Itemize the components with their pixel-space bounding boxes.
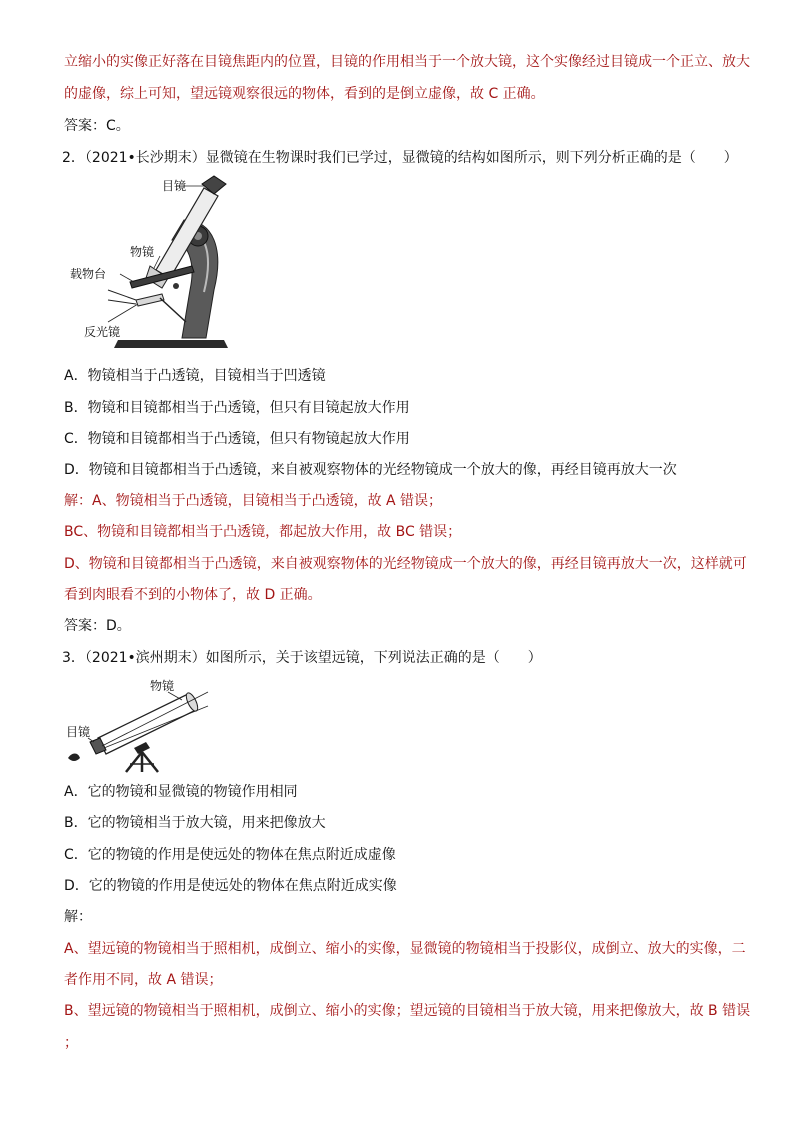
q3-solution-line-4: ；: [64, 1035, 78, 1051]
q2-option-b: B．物镜和目镜都相当于凸透镜，但只有目镜起放大作用: [64, 400, 410, 416]
light-line-1: [102, 692, 208, 746]
q2-option-d: D．物镜和目镜都相当于凸透镜，来自被观察物体的光经物镜成一个放大的像，再经目镜再放大一次: [64, 462, 677, 478]
q2-solution-line-1: 解：A、物镜相当于凸透镜，目镜相当于凸透镜，故 A 错误；: [64, 493, 443, 509]
telescope-label-eyepiece: 目镜: [66, 725, 91, 739]
mirror-leader: [108, 304, 138, 322]
microscope-mirror: [136, 294, 164, 306]
telescope-figure: [64, 676, 224, 774]
label-mirror: 反光镜: [84, 325, 121, 339]
q3-solution-line-3: B、望远镜的物镜相当于照相机，成倒立、缩小的实像；望远镜的目镜相当于放大镜，用来把像放大，故 B 错误: [64, 1003, 751, 1019]
objective-leader-2: [168, 692, 182, 700]
q2-answer: 答案：D。: [64, 618, 131, 634]
q2-option-a: A．物镜相当于凸透镜，目镜相当于凹透镜: [64, 368, 326, 384]
label-eyepiece: 目镜: [162, 179, 187, 193]
q2-solution-line-4: 看到肉眼看不到的小物体了，故 D 正确。: [64, 587, 322, 603]
q3-solution-line-1: A、望远镜的物镜相当于照相机，成倒立、缩小的实像，显微镜的物镜相当于投影仪，成倒立、放大的实像，二: [64, 941, 746, 957]
stage-clip: [173, 283, 179, 289]
mirror-arm: [160, 298, 186, 322]
microscope-figure: [64, 170, 254, 356]
label-stage: 载物台: [70, 267, 107, 281]
q3-option-b: B．它的物镜相当于放大镜，用来把像放大: [64, 815, 326, 831]
q3-stem: 3．（2021•滨州期末）如图所示，关于该望远镜，下列说法正确的是（ ）: [62, 650, 542, 666]
microscope-base: [114, 340, 228, 348]
q1-answer: 答案：C。: [64, 118, 130, 134]
label-objective: 物镜: [130, 245, 155, 259]
q2-stem: 2．（2021•长沙期末）显微镜在生物课时我们已学过，显微镜的结构如图所示，则下列分析正确的是（ ）: [62, 150, 738, 166]
q3-option-c: C．它的物镜的作用是使远处的物体在焦点附近成虚像: [64, 847, 396, 863]
tripod-leg-1: [126, 752, 142, 772]
tripod-leg-3: [142, 752, 158, 772]
q1-explanation-line-2: 的虚像，综上可知，望远镜观察很远的物体，看到的是倒立虚像，故 C 正确。: [64, 86, 545, 102]
q3-option-a: A．它的物镜和显微镜的物镜作用相同: [64, 784, 298, 800]
q2-option-c: C．物镜和目镜都相当于凸透镜，但只有物镜起放大作用: [64, 431, 410, 447]
eye-icon: [68, 754, 80, 762]
q2-solution-line-3: D、物镜和目镜都相当于凸透镜，来自被观察物体的光经物镜成一个放大的像，再经目镜再放大一次，这样就可: [64, 556, 747, 572]
stage-leader: [120, 274, 134, 282]
q3-option-d: D．它的物镜的作用是使远处的物体在焦点附近成实像: [64, 878, 397, 894]
q3-solution-line-2: 者作用不同，故 A 错误；: [64, 972, 223, 988]
telescope-label-objective: 物镜: [150, 679, 175, 693]
light-ray-1: [108, 290, 136, 300]
light-ray-2: [108, 300, 136, 304]
q2-solution-line-2: BC、物镜和目镜都相当于凸透镜，都起放大作用，故 BC 错误；: [64, 524, 462, 540]
q3-solution-head: 解：: [64, 909, 92, 925]
q1-explanation-line-1: 立缩小的实像正好落在目镜焦距内的位置，目镜的作用相当于一个放大镜，这个实像经过目镜成一个正立、放大: [64, 54, 750, 70]
